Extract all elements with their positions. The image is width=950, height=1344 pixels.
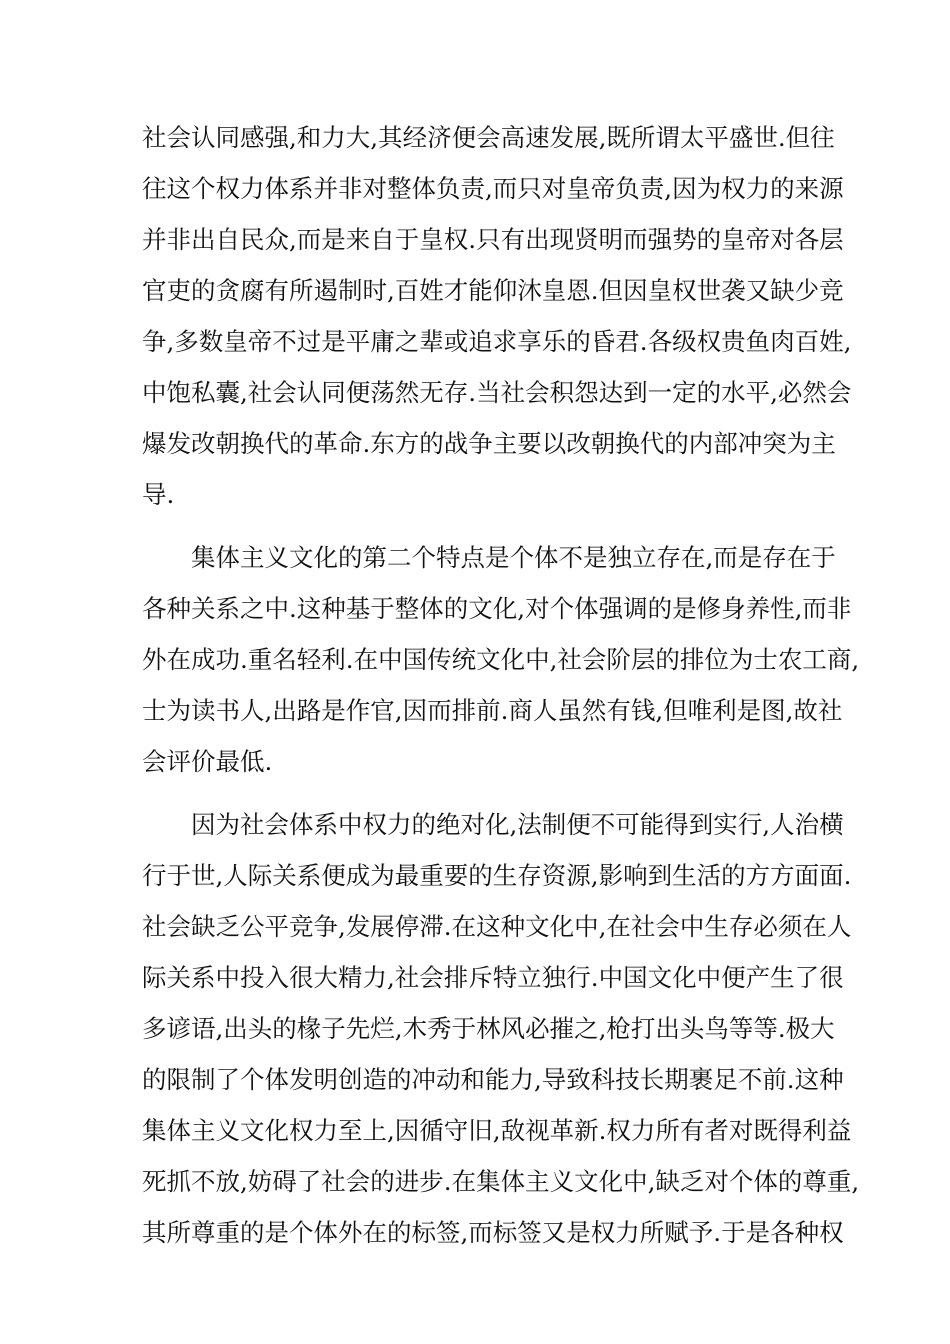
text-line: 行于世,人际关系便成为最重要的生存资源,影响到生活的方方面面. (142, 861, 852, 890)
text-line: 其所尊重的是个体外在的标签,而标签又是权力所赋予.于是各种权 (142, 1218, 844, 1247)
text-line: 往这个权力体系并非对整体负责,而只对皇帝负责,因为权力的来源 (142, 174, 844, 203)
text-line: 外在成功.重名轻利.在中国传统文化中,社会阶层的排位为士农工商, (142, 645, 860, 674)
text-line: 社会缺乏公平竞争,发展停滞.在这种文化中,在社会中生存必须在人 (142, 912, 852, 941)
text-line: 并非出自民众,而是来自于皇权.只有出现贤明而强势的皇帝对各层 (142, 225, 844, 254)
document-body (142, 112, 860, 1258)
text-line: 因为社会体系中权力的绝对化,法制便不可能得到实行,人治横 (191, 810, 844, 839)
text-line: 中饱私囊,社会认同便荡然无存.当社会积怨达到一定的水平,必然会 (142, 378, 852, 407)
text-line: 爆发改朝换代的革命.东方的战争主要以改朝换代的内部冲突为主 (142, 429, 836, 458)
text-line: 导. (142, 480, 175, 509)
paragraph-spacer (142, 787, 822, 799)
text-line: 际关系中投入很大精力,社会排斥特立独行.中国文化中便产生了很 (142, 963, 844, 992)
paragraph-2 (142, 532, 860, 787)
text-line: 死抓不放,妨碍了社会的进步.在集体主义文化中,缺乏对个体的尊重, (142, 1167, 860, 1196)
text-line: 集体主义文化的第二个特点是个体不是独立存在,而是存在于 (191, 543, 836, 572)
paragraph-spacer (142, 520, 822, 532)
paragraph-1 (142, 112, 852, 520)
text-line: 会评价最低. (142, 747, 273, 776)
text-line: 的限制了个体发明创造的冲动和能力,导致科技长期裹足不前.这种 (142, 1065, 844, 1094)
text-line: 社会认同感强,和力大,其经济便会高速发展,既所谓太平盛世.但往 (142, 123, 835, 152)
text-line: 各种关系之中.这种基于整体的文化,对个体强调的是修身养性,而非 (142, 594, 852, 623)
text-line: 士为读书人,出路是作官,因而排前.商人虽然有钱,但唯利是图,故社 (142, 696, 843, 725)
text-line: 多谚语,出头的椽子先烂,木秀于林风必摧之,枪打出头鸟等等.极大 (142, 1014, 835, 1043)
text-line: 官吏的贪腐有所遏制时,百姓才能仰沐皇恩.但因皇权世袭又缺少竞 (142, 276, 844, 305)
text-line: 集体主义文化权力至上,因循守旧,敌视革新.权力所有者对既得利益 (142, 1116, 852, 1145)
paragraph-3 (142, 799, 860, 1258)
text-line: 争,多数皇帝不过是平庸之辈或追求享乐的昏君.各级权贵鱼肉百姓, (142, 327, 852, 356)
